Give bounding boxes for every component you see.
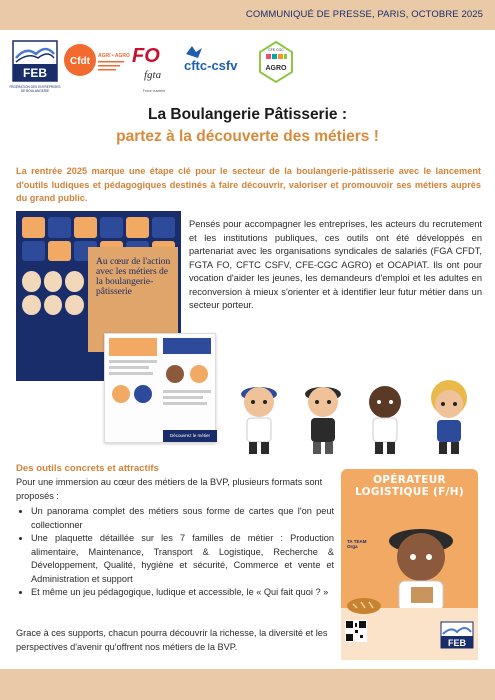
section-heading: Des outils concrets et attractifs bbox=[16, 463, 159, 474]
formats-list bbox=[31, 505, 334, 600]
fo-logo-text: FO bbox=[132, 45, 160, 67]
list-item: • Un panorama complet des métiers sous forme de cartes que l'on peut collectionner bbox=[31, 505, 334, 532]
cfdt-logo-subtitle: AGRI • AGRO bbox=[98, 53, 130, 59]
logistics-worker-figurine bbox=[371, 521, 471, 611]
intro-paragraph: La rentrée 2025 marque une étape clé pour le secteur de la boulangerie-pâtisserie avec le lancement d'outils ludiques et pédagogiques destinés à faire découvrir, valoriser et promouvoir ses métiers auprès du grand public. bbox=[16, 166, 481, 204]
worker-figurines-image bbox=[235, 378, 483, 456]
feb-logo-text: FEB bbox=[23, 66, 47, 80]
job-card-image bbox=[341, 469, 478, 660]
figurine-1 bbox=[241, 387, 277, 454]
feb-logo bbox=[9, 40, 61, 94]
figurine-3 bbox=[369, 386, 401, 454]
agro-logo-text: AGRO bbox=[265, 65, 287, 72]
job-card-team-label: TA TEAM bbox=[347, 539, 367, 544]
figurine-4 bbox=[431, 380, 467, 454]
top-banner bbox=[0, 0, 495, 30]
qr-code-icon bbox=[345, 620, 367, 642]
bread-icon bbox=[345, 596, 383, 616]
svg-text:DE BOULANGERIE: DE BOULANGERIE bbox=[20, 89, 50, 93]
partner-logos bbox=[9, 40, 292, 98]
feb-card-logo-text: FEB bbox=[448, 638, 466, 648]
job-card-team bbox=[347, 539, 367, 549]
list-item: • Une plaquette détaillée sur les 7 familles de métier : Production alimentaire, Maintenance, Transport & Logistique, Recherche & Développement, Qualité, hygiène et sécurité, Commerce et vente et Administration et support bbox=[31, 532, 334, 586]
fo-fgta-logo bbox=[128, 40, 180, 96]
spread-footer-label: Découvrez le métier bbox=[163, 430, 217, 442]
figurine-2 bbox=[305, 387, 341, 454]
cftc-logo-text: cftc-csfv bbox=[184, 58, 238, 73]
fo-logo-caption: Force ouvrière bbox=[142, 89, 166, 93]
section-body bbox=[16, 476, 334, 600]
bottom-banner bbox=[0, 669, 495, 700]
job-card-footer bbox=[341, 608, 478, 660]
headline: La Boulangerie Pâtisserie : bbox=[148, 106, 347, 123]
job-card-title: OPÉRATEUR LOGISTIQUE (F/H) bbox=[355, 474, 464, 498]
feb-card-logo bbox=[441, 622, 473, 656]
press-release-label: COMMUNIQUÉ DE PRESSE, PARIS, OCTOBRE 2025 bbox=[245, 9, 483, 20]
fgta-logo-text: fgta bbox=[144, 69, 162, 81]
spread-illustration bbox=[105, 334, 215, 430]
closing-paragraph: Grace à ces supports, chacun pourra découvrir la richesse, la diversité et les perspectives d'avenir qu'offrent nos métiers de la BVP. bbox=[16, 628, 328, 652]
svg-text:FÉDÉRATION DES ENTREPRISES: FÉDÉRATION DES ENTREPRISES bbox=[9, 85, 61, 89]
cfdt-logo-text: Cfdt bbox=[70, 56, 90, 67]
body-paragraph: Pensés pour accompagner les entreprises, les acteurs du recrutement et les institutions publiques, ces outils ont été développés en partenariat avec les organisations syndicales de salariés (FGA CFDT, FGTA FO, CFTC CSFV, CFE-CGC AGRO) et OCAPIAT. Ils ont pour vocation d'aider les jeunes, les demandeurs d'emploi et les adultes en reconversion à mieux s'orienter et à identifier leur futur métier dans un secteur porteur. bbox=[189, 219, 482, 310]
job-card-team-value: Orga bbox=[347, 544, 358, 549]
cfdt-logo bbox=[62, 42, 128, 82]
list-item: • Et même un jeu pédagogique, ludique et accessible, le « Qui fait quoi ? » bbox=[31, 586, 334, 600]
brochure-cover-title: Au cœur de l'action avec les métiers de la boulangerie-pâtisserie bbox=[96, 257, 171, 297]
agro-logo-top: CFE CGC bbox=[268, 48, 284, 52]
cftc-csfv-logo bbox=[182, 42, 256, 82]
brochure-spread-image bbox=[104, 333, 216, 443]
section-lead: Pour une immersion au cœur des métiers de la BVP, plusieurs formats sont proposés : bbox=[16, 477, 323, 501]
cfe-cgc-agro-logo bbox=[258, 40, 294, 84]
pastry-illustrations bbox=[22, 271, 84, 315]
subheadline: partez à la découverte des métiers ! bbox=[116, 128, 379, 145]
